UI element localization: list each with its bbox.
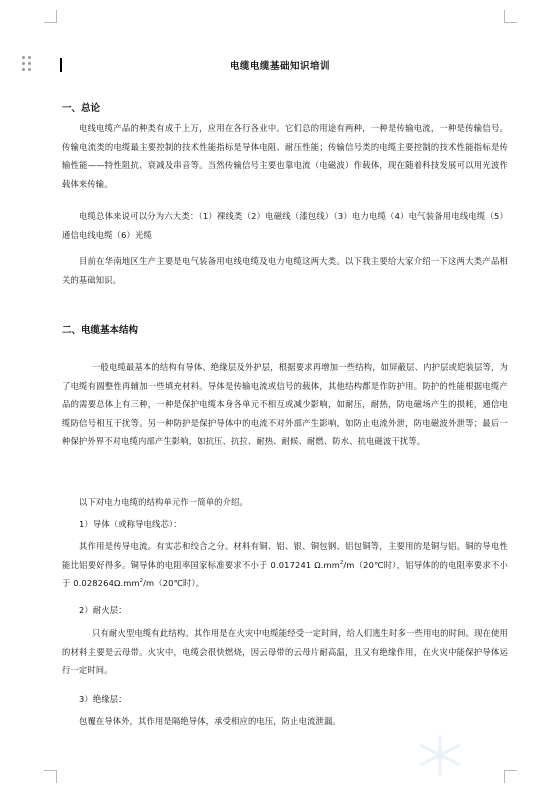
crop-mark-top-right: [504, 10, 517, 23]
text-run: /m（20℃时），铝导体的的电阻率要求不小于 0.028264Ω.mm: [62, 559, 508, 588]
list-item-body[interactable]: 包覆在导体外，其作用是隔绝导体，承受相应的电压，防止电流泄漏。: [79, 716, 341, 726]
paragraph[interactable]: 电线电缆产品的种类有成千上万，应用在各行各业中。它们总的用途有两种，一种是传输电流，一种是传输信号。传输电流类的电缆最主要控制的技术性能指标是导体电阻、耐压性能；传输信号类的电缆主要控制的技术性能指标是传输性能——特性阻抗、衰减及串音等。当然传输信号主要也靠电流（电磁波）作载体，现在随着科技发展可以用光波作载体来传输。: [62, 123, 508, 189]
paragraph[interactable]: 以下对电力电缆的结构单元作一简单的介绍。: [79, 497, 248, 507]
snowflake-watermark-icon: [410, 730, 470, 780]
paragraph[interactable]: 一般电缆最基本的结构有导体、绝缘层及外护层，根据要求再增加一些结构，如屏蔽层、内护层或铠装层等，为了电缆有圆整性再辅加一些填充材料。导体是传输电流或信号的载体，其他结构都是作防护用。防护的性能根据电缆产品的需要总体上有三种，一种是保护电缆本身各单元不相互或减少影响，如耐压，耐热，防电磁场产生的损耗，通信电缆防信号相互干扰等。另一种防护是保护导体中的电流不对外部产生影响，如防止电流外泄，防电磁波外泄等；最后一种保护外界不对电缆内部产生影响，如抗压、抗拉、耐热、耐候、耐燃、防水、抗电磁波干扰等。: [62, 362, 508, 446]
paragraph[interactable]: 目前在华南地区生产主要是电气装备用电线电缆及电力电缆这两大类。以下我主要给大家介绍一下这两大类产品相关的基础知识。: [62, 256, 508, 285]
text-run: 其作用是传导电流。有实芯和绞合之分。材料有铜、铝、银、铜包钢、铝包铜等，主要用的是铜与铝。铜的导电性能比铝要好得多。铜导体的电阻率国家标准要求不小于 0.017241 Ω.mm: [62, 541, 508, 570]
list-item-label[interactable]: 2）耐火层：: [79, 605, 127, 615]
superscript: 2: [339, 559, 344, 566]
document-title[interactable]: 电缆电缆基础知识培训: [229, 61, 330, 72]
crop-mark-top-left: [44, 10, 57, 23]
list-item-label[interactable]: 1）导体（或称导电线芯）：: [79, 519, 182, 529]
crop-mark-bottom-right: [504, 770, 517, 783]
crop-mark-bottom-left: [44, 770, 57, 783]
section-heading-overview[interactable]: 一、总论: [62, 103, 101, 114]
section-heading-structure[interactable]: 二、电缆基本结构: [62, 325, 139, 336]
paragraph[interactable]: 电缆总体来说可以分为六大类：（1）裸线类（2）电磁线（漆包线）（3）电力电缆（4）电气装备用电线电缆（5）通信电线电缆（6）光缆: [62, 211, 508, 240]
superscript: 2: [139, 578, 144, 585]
list-item-label[interactable]: 3）绝缘层：: [79, 694, 127, 704]
list-item-body[interactable]: 只有耐火型电缆有此结构。其作用是在火灾中电缆能经受一定时间，给人们逃生时多一些用电的时间。现在使用的材料主要是云母带。火灾中，电缆会很快燃烧，因云母带的云母片耐高温，且又有绝缘作用，在火灾中能保护导体运行一定时间。: [62, 628, 508, 675]
list-item-body[interactable]: [62, 537, 508, 593]
text-run: /m（20℃时）。: [143, 578, 205, 588]
